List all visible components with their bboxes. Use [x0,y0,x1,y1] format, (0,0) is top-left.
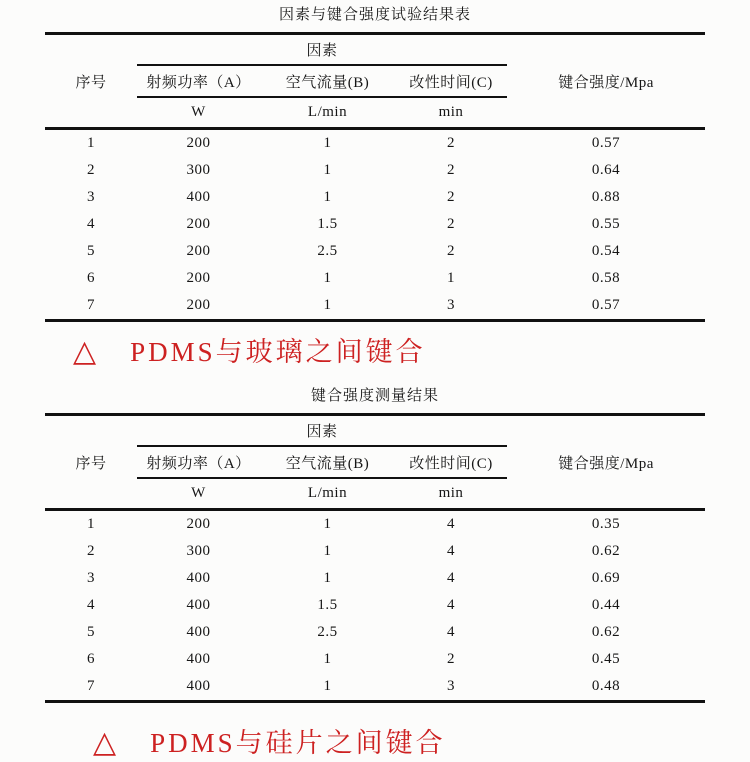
table-cell: 2 [447,243,456,259]
table2-col-seq: 序号 [45,415,137,510]
table2-title: 键合强度测量结果 [310,388,439,404]
table-cell: 1 [323,570,332,586]
table-cell: 2 [447,189,456,205]
table-cell: 4 [447,597,456,613]
table-cell: 200 [186,270,211,286]
table2-body [45,510,705,702]
table-row [45,184,705,211]
table-cell: 2 [447,162,456,178]
table-row [45,619,705,646]
triangle-icon: △ [93,725,117,760]
table-cell: 1.5 [317,597,338,613]
table-cell: 4 [447,570,456,586]
table2-unit-lmin: L/min [260,478,395,510]
table2-unit-w: W [137,478,260,510]
table1-title: 因素与键合强度试验结果表 [278,7,471,23]
table-cell: 0.45 [591,651,621,667]
table-cell: 1 [87,516,95,532]
table-row [45,211,705,238]
table-cell: 3 [447,297,456,313]
table-row [45,538,705,565]
table1-col-seq: 序号 [45,34,137,129]
table-cell: 0.69 [591,570,621,586]
table-row [45,673,705,702]
table-cell: 1 [323,516,332,532]
table-cell: 0.58 [591,270,621,286]
table-cell: 400 [186,189,211,205]
table-cell: 0.57 [591,297,621,313]
table-cell: 7 [87,297,95,313]
table-cell: 3 [87,189,95,205]
table-cell: 200 [186,297,211,313]
annotation-pdms-silicon [93,724,705,762]
annotation-text: PDMS与硅片之间键合 [150,728,446,758]
table-cell: 4 [447,543,456,559]
table-cell: 400 [186,624,211,640]
table2-unit-min: min [395,478,507,510]
table1-results [45,32,705,322]
table1-unit-w: W [137,97,260,129]
table-cell: 1 [323,135,332,151]
table-cell: 2 [87,543,95,559]
table-cell: 2 [87,162,95,178]
table1-body [45,129,705,321]
table-cell: 200 [186,516,211,532]
triangle-icon: △ [73,334,97,369]
table-row [45,129,705,158]
table2-results [45,413,705,703]
table-cell: 1 [323,678,332,694]
table-cell: 7 [87,678,95,694]
table-cell: 4 [87,597,95,613]
table-cell: 0.54 [591,243,621,259]
table-cell: 400 [186,597,211,613]
table-cell: 5 [87,624,95,640]
table2-group-header: 因素 [137,415,507,447]
table1-col-mod-time: 改性时间(C) [395,65,507,97]
table1-col-strength: 键合强度/Mpa [507,34,705,129]
table1-col-rf-power: 射频功率（A） [137,65,260,97]
table-cell: 1.5 [317,216,338,232]
table-cell: 2 [447,651,456,667]
table-cell: 6 [87,270,95,286]
table-cell: 6 [87,651,95,667]
table2-col-strength: 键合强度/Mpa [507,415,705,510]
table-cell: 0.62 [591,543,621,559]
table-cell: 1 [323,543,332,559]
table-cell: 1 [447,270,456,286]
table-cell: 4 [447,516,456,532]
table-cell: 400 [186,678,211,694]
table-cell: 0.44 [591,597,621,613]
table-row [45,238,705,265]
annotation-text: PDMS与玻璃之间键合 [130,337,426,367]
table1-group-row [45,34,705,66]
table-cell: 1 [87,135,95,151]
table-cell: 2.5 [317,624,338,640]
table-cell: 4 [87,216,95,232]
table-cell: 3 [87,570,95,586]
table2-col-mod-time: 改性时间(C) [395,446,507,478]
table-row [45,265,705,292]
table-row [45,592,705,619]
table-cell: 200 [186,216,211,232]
table-cell: 0.35 [591,516,621,532]
table-cell: 200 [186,135,211,151]
annotation-pdms-glass [73,333,705,371]
table-row [45,292,705,321]
table1-col-air-flow: 空气流量(B) [260,65,395,97]
table-cell: 2 [447,216,456,232]
table-row [45,157,705,184]
table-cell: 0.62 [591,624,621,640]
table-row [45,646,705,673]
table-cell: 300 [186,162,211,178]
table2-col-rf-power: 射频功率（A） [137,446,260,478]
table-cell: 200 [186,243,211,259]
table-cell: 300 [186,543,211,559]
table-cell: 1 [323,297,332,313]
table1-unit-lmin: L/min [260,97,395,129]
table-cell: 0.57 [591,135,621,151]
table-cell: 2 [447,135,456,151]
table-cell: 5 [87,243,95,259]
table-cell: 400 [186,570,211,586]
table2-col-air-flow: 空气流量(B) [260,446,395,478]
table-cell: 1 [323,189,332,205]
table-cell: 1 [323,162,332,178]
table1-unit-min: min [395,97,507,129]
table-cell: 3 [447,678,456,694]
table-cell: 0.88 [591,189,621,205]
table1-group-header: 因素 [137,34,507,66]
table-cell: 0.64 [591,162,621,178]
table-cell: 0.48 [591,678,621,694]
table-cell: 4 [447,624,456,640]
table-cell: 400 [186,651,211,667]
table-cell: 1 [323,270,332,286]
table-row [45,565,705,592]
table2-group-row [45,415,705,447]
table-row [45,510,705,539]
table-cell: 1 [323,651,332,667]
table-cell: 2.5 [317,243,338,259]
table-cell: 0.55 [591,216,621,232]
